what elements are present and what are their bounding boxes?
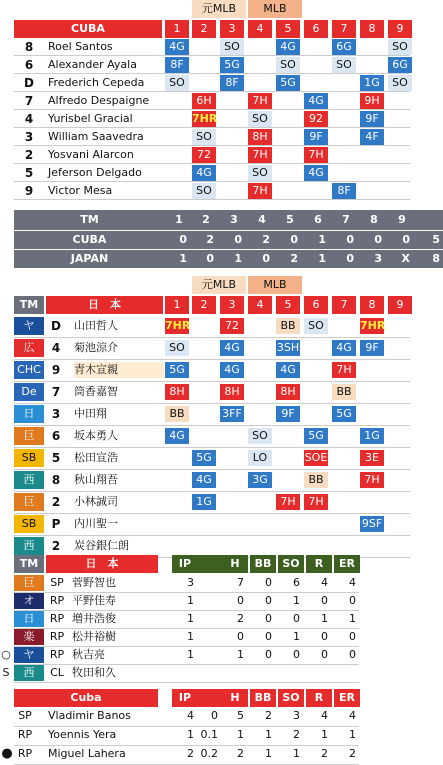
- japan-tm-header: TM: [14, 296, 44, 314]
- scoreboard-score: 1: [304, 231, 332, 249]
- cuba-at-bat-result: 7H: [248, 93, 272, 109]
- pitch-stat: 0: [265, 648, 272, 661]
- pitch-stat: 2: [293, 728, 300, 741]
- cuba-inning-9: 9: [388, 20, 412, 38]
- japan-at-bat-result: 72: [220, 318, 244, 334]
- pitch-stat: 0.2: [200, 747, 218, 760]
- pitch-stat: 4: [321, 576, 328, 589]
- pitch-stat: 6: [293, 576, 300, 589]
- decision-mark: [0, 575, 12, 591]
- japan-at-bat-result: 7H: [304, 494, 328, 510]
- pitch-stat: [222, 665, 248, 681]
- cuba-at-bat-result: 1G: [360, 75, 384, 91]
- decision-mark: S: [2, 666, 10, 679]
- pitch-stat: 0: [349, 594, 356, 607]
- cuba-at-bat-result: 7H: [248, 147, 272, 163]
- japan-at-bat-result: 3SH: [276, 341, 300, 354]
- japan-at-bat-result: 9F: [276, 406, 300, 422]
- japan-team-label: 日 本: [46, 296, 163, 314]
- decision-mark: [0, 593, 12, 609]
- pitch-stat: 1: [187, 612, 194, 625]
- japan-at-bat-result: 9SF: [361, 517, 383, 530]
- japan-at-bat-result: 4G: [220, 340, 244, 356]
- pitch-stat: 0: [211, 709, 218, 722]
- pitch-stat: 2: [321, 747, 328, 760]
- cuba-player-name: Frederich Cepeda: [48, 76, 145, 89]
- japan-at-bat-result: 7HR: [165, 319, 191, 332]
- pitch-stat: 2: [349, 747, 356, 760]
- cuba-pitcher-name: Yoennis Yera: [48, 728, 117, 741]
- pitch-stat: 1: [293, 747, 300, 760]
- pitch-stat: [250, 665, 276, 681]
- cuba-pitch-col: IP: [172, 689, 198, 707]
- pitch-stat: 4: [187, 709, 194, 722]
- cuba-at-bat-result: 92: [304, 111, 328, 127]
- japan-at-bat-result: 7HR: [360, 319, 386, 332]
- pitch-stat: 0: [349, 648, 356, 661]
- cuba-pitch-team-label: Cuba: [14, 689, 158, 707]
- japan-pitcher-team-badge: ヤ: [14, 647, 44, 663]
- pitch-stat: 2: [187, 747, 194, 760]
- cuba-at-bat-result: SO: [220, 39, 244, 55]
- japan-at-bat-result: 4G: [332, 340, 356, 356]
- pitch-stat: 0: [265, 594, 272, 607]
- japan-batting-pos: 3: [51, 407, 61, 421]
- japan-player-name: 小林誠司: [74, 495, 118, 508]
- japan-at-bat-result: BB: [165, 406, 189, 422]
- pitch-stat: [334, 665, 360, 681]
- japan-player-name: 山田哲人: [74, 319, 118, 332]
- decision-mark: ○: [1, 648, 11, 661]
- cuba-pitcher-name: Vladimir Banos: [48, 709, 131, 722]
- pitch-stat: 0: [321, 630, 328, 643]
- pitcher-role: RP: [17, 728, 33, 741]
- cuba-at-bat-result: 6G: [388, 57, 412, 73]
- cuba-at-bat-result: SO: [248, 111, 272, 127]
- scoreboard-score: 0: [332, 250, 360, 268]
- japan-pitcher-name: 牧田和久: [72, 666, 116, 679]
- japan-inning-1: 1: [165, 296, 189, 314]
- cuba-inning-2: 2: [192, 20, 216, 38]
- cuba-inning-6: 6: [304, 20, 328, 38]
- pitch-stat: 1: [349, 612, 356, 625]
- japan-batting-pos: 2: [51, 539, 61, 553]
- tab-mlb[interactable]: MLB: [248, 276, 302, 294]
- cuba-at-bat-result: 9F: [304, 129, 328, 145]
- cuba-at-bat-result: 4G: [192, 165, 216, 181]
- cuba-at-bat-result: 8F: [165, 57, 189, 73]
- pitch-stat: 2: [265, 709, 272, 722]
- scoreboard-header: 8: [360, 210, 388, 230]
- scoreboard-header: 9: [388, 210, 416, 230]
- cuba-at-bat-result: SO: [332, 57, 356, 73]
- pitch-stat: 1: [237, 648, 244, 661]
- japan-inning-3: 3: [220, 296, 244, 314]
- cuba-at-bat-result: 4G: [276, 39, 300, 55]
- japan-pitch-col: R: [306, 555, 332, 573]
- japan-team-badge: SB: [14, 449, 44, 467]
- scoreboard-header: TM: [14, 210, 165, 230]
- scoreboard-team: CUBA: [14, 231, 165, 249]
- japan-team-badge: ヤ: [14, 317, 44, 335]
- cuba-at-bat-result: SO: [165, 75, 189, 91]
- cuba-pitch-col: SO: [278, 689, 304, 707]
- pitch-stat: 1: [293, 630, 300, 643]
- scoreboard-score: 8: [414, 250, 443, 268]
- pitch-stat: 5: [237, 709, 244, 722]
- pitch-stat: 3: [187, 576, 194, 589]
- pitch-stat: [196, 629, 222, 645]
- pitcher-role: RP: [49, 612, 65, 625]
- tab-former-mlb[interactable]: 元MLB: [192, 0, 246, 18]
- pitch-stat: 1: [187, 648, 194, 661]
- decision-mark: [0, 727, 14, 743]
- japan-pitch-team-label: 日 本: [46, 555, 158, 573]
- japan-at-bat-result: 5G: [165, 362, 189, 378]
- pitch-stat: 4: [349, 576, 356, 589]
- japan-at-bat-result: 8H: [165, 384, 189, 400]
- japan-at-bat-result: SO: [165, 340, 189, 356]
- japan-player-name: 青木宣親: [74, 362, 164, 378]
- japan-pitch-col: IP: [172, 555, 198, 573]
- pitch-stat: 1: [321, 612, 328, 625]
- japan-at-bat-result: 5G: [192, 450, 216, 466]
- japan-batting-pos: 5: [51, 451, 61, 465]
- scoreboard-score: 1: [304, 250, 332, 268]
- pitch-stat: 1: [293, 594, 300, 607]
- japan-pitch-col: BB: [250, 555, 276, 573]
- pitch-stat: [278, 665, 304, 681]
- japan-inning-6: 6: [304, 296, 328, 314]
- scoreboard-header: 6: [304, 210, 332, 230]
- japan-pitch-tm-header: TM: [14, 555, 44, 573]
- japan-player-name: 内川聖一: [74, 517, 118, 530]
- japan-at-bat-result: 1G: [360, 428, 384, 444]
- japan-batting-pos: D: [51, 319, 61, 333]
- cuba-inning-1: 1: [165, 20, 189, 38]
- japan-at-bat-result: SOE: [304, 451, 328, 464]
- cuba-at-bat-result: 8H: [248, 129, 272, 145]
- japan-player-name: 筒香嘉智: [74, 385, 118, 398]
- cuba-batting-pos: 9: [24, 184, 34, 198]
- scoreboard-score: 0: [165, 231, 193, 249]
- japan-batting-pos: 6: [51, 429, 61, 443]
- japan-at-bat-result: 4G: [165, 428, 189, 444]
- japan-batting-pos: 4: [51, 341, 61, 355]
- decision-mark: [0, 629, 12, 645]
- cuba-pitch-col: H: [222, 689, 248, 707]
- pitch-stat: 0: [293, 612, 300, 625]
- pitch-stat: 0: [321, 648, 328, 661]
- cuba-player-name: William Saavedra: [48, 130, 144, 143]
- japan-batting-pos: 9: [51, 363, 61, 377]
- cuba-at-bat-result: 4G: [165, 39, 189, 55]
- japan-at-bat-result: 4G: [276, 362, 300, 378]
- cuba-at-bat-result: SO: [192, 129, 216, 145]
- decision-mark: [0, 611, 12, 627]
- scoreboard-score: 0: [276, 231, 304, 249]
- scoreboard-score: 2: [276, 250, 304, 268]
- cuba-batting-pos: 2: [24, 148, 34, 162]
- japan-inning-2: 2: [192, 296, 216, 314]
- japan-at-bat-result: 3E: [360, 450, 384, 466]
- japan-at-bat-result: 7H: [276, 494, 300, 510]
- pitch-stat: [196, 593, 222, 609]
- cuba-at-bat-result: 9H: [360, 93, 384, 109]
- pitcher-role: RP: [17, 747, 33, 760]
- scoreboard-team: JAPAN: [14, 250, 165, 268]
- pitch-stat: [306, 665, 332, 681]
- japan-batting-pos: 8: [51, 473, 61, 487]
- pitcher-role: RP: [49, 630, 65, 643]
- pitch-stat: [172, 665, 198, 681]
- scoreboard-score: 5: [414, 231, 443, 249]
- decision-mark: ●: [1, 746, 13, 761]
- cuba-pitch-col: R: [306, 689, 332, 707]
- cuba-at-bat-result: SO: [388, 39, 412, 55]
- japan-pitcher-name: 菅野智也: [72, 576, 116, 589]
- pitch-stat: 0: [265, 612, 272, 625]
- japan-player-name: 松田宣浩: [74, 451, 118, 464]
- scoreboard-score: 1: [165, 250, 193, 268]
- japan-player-name: 秋山翔吾: [74, 473, 118, 486]
- cuba-pitch-col: BB: [250, 689, 276, 707]
- cuba-player-name: Roel Santos: [48, 40, 113, 53]
- japan-at-bat-result: BB: [332, 384, 356, 400]
- japan-player-name: 坂本勇人: [74, 429, 118, 442]
- japan-at-bat-result: 4G: [192, 472, 216, 488]
- scoreboard-score: 0: [220, 231, 248, 249]
- japan-team-badge: 広: [14, 339, 44, 357]
- cuba-pitcher-name: Miguel Lahera: [48, 747, 126, 760]
- pitch-stat: 2: [237, 612, 244, 625]
- cuba-at-bat-result: 5G: [276, 75, 300, 91]
- japan-at-bat-result: 7H: [332, 362, 356, 378]
- pitch-stat: 1: [187, 728, 194, 741]
- japan-at-bat-result: LO: [248, 450, 272, 466]
- pitch-stat: [196, 611, 222, 627]
- japan-pitch-col: H: [222, 555, 248, 573]
- japan-team-badge: 日: [14, 405, 44, 423]
- pitch-stat: 1: [187, 594, 194, 607]
- pitch-stat: 1: [321, 728, 328, 741]
- japan-pitch-col: [196, 555, 222, 573]
- decision-mark: [0, 708, 14, 724]
- cuba-player-name: Jeferson Delgado: [48, 166, 142, 179]
- cuba-batting-pos: 4: [24, 112, 34, 126]
- cuba-player-name: Victor Mesa: [48, 184, 113, 197]
- cuba-at-bat-result: 7H: [248, 183, 272, 199]
- scoreboard-score: 1: [220, 250, 248, 268]
- japan-team-badge: 巨: [14, 427, 44, 445]
- pitcher-role: SP: [50, 576, 64, 589]
- japan-at-bat-result: 9F: [360, 340, 384, 356]
- japan-player-name: 中田翔: [74, 407, 107, 420]
- pitch-stat: [196, 665, 222, 681]
- cuba-at-bat-result: 5G: [220, 57, 244, 73]
- cuba-batting-pos: 8: [24, 40, 34, 54]
- japan-at-bat-result: 8H: [220, 384, 244, 400]
- pitch-stat: 0: [349, 630, 356, 643]
- japan-player-name: 炭谷銀仁朗: [74, 539, 129, 552]
- pitch-stat: 0: [321, 594, 328, 607]
- scoreboard-score: 0: [388, 231, 416, 249]
- japan-at-bat-result: 4G: [220, 362, 244, 378]
- japan-pitcher-team-badge: 日: [14, 611, 44, 627]
- tab-former-mlb[interactable]: 元MLB: [192, 276, 246, 294]
- japan-at-bat-result: 5G: [332, 406, 356, 422]
- japan-batting-pos: P: [51, 517, 61, 531]
- japan-batting-pos: 2: [51, 495, 61, 509]
- pitch-stat: 4: [349, 709, 356, 722]
- pitcher-role: RP: [49, 594, 65, 607]
- tab-mlb[interactable]: MLB: [248, 0, 302, 18]
- cuba-batting-pos: 6: [24, 58, 34, 72]
- cuba-pitch-col: ER: [334, 689, 360, 707]
- pitch-stat: 0.1: [200, 728, 218, 741]
- pitch-stat: 1: [349, 728, 356, 741]
- scoreboard-header: 7: [332, 210, 360, 230]
- scoreboard-score: 2: [248, 231, 276, 249]
- scoreboard-header: 3: [220, 210, 248, 230]
- pitch-stat: 7: [237, 576, 244, 589]
- japan-inning-8: 8: [360, 296, 384, 314]
- cuba-player-name: Yurisbel Gracial: [48, 112, 133, 125]
- cuba-at-bat-result: 8F: [332, 183, 356, 199]
- japan-team-badge: De: [14, 383, 44, 401]
- japan-inning-4: 4: [248, 296, 272, 314]
- japan-pitch-col: SO: [278, 555, 304, 573]
- cuba-inning-7: 7: [332, 20, 356, 38]
- pitch-stat: 1: [265, 728, 272, 741]
- pitch-stat: 0: [265, 576, 272, 589]
- japan-team-badge: CHC: [14, 361, 44, 379]
- pitch-stat: 0: [293, 648, 300, 661]
- japan-inning-7: 7: [332, 296, 356, 314]
- cuba-at-bat-result: 9F: [360, 111, 384, 127]
- japan-at-bat-result: 1G: [192, 494, 216, 510]
- cuba-at-bat-result: 6H: [192, 93, 216, 109]
- japan-at-bat-result: 5G: [304, 428, 328, 444]
- cuba-inning-3: 3: [220, 20, 244, 38]
- cuba-at-bat-result: SO: [248, 165, 272, 181]
- cuba-at-bat-result: 6G: [332, 39, 356, 55]
- japan-team-badge: 巨: [14, 493, 44, 511]
- japan-at-bat-result: 3G: [248, 472, 272, 488]
- pitch-stat: 0: [237, 630, 244, 643]
- japan-pitcher-name: 増井浩俊: [72, 612, 116, 625]
- scoreboard-score: X: [388, 250, 416, 268]
- japan-at-bat-result: SO: [248, 428, 272, 444]
- cuba-at-bat-result: 7HR: [192, 112, 218, 125]
- pitch-stat: 0: [237, 594, 244, 607]
- pitch-stat: 4: [321, 709, 328, 722]
- pitch-stat: 1: [187, 630, 194, 643]
- cuba-at-bat-result: 4G: [304, 93, 328, 109]
- japan-team-badge: 西: [14, 471, 44, 489]
- japan-pitcher-name: 平野佳寿: [72, 594, 116, 607]
- scoreboard-score: 3: [360, 250, 388, 268]
- cuba-inning-8: 8: [360, 20, 384, 38]
- scoreboard-header: [414, 210, 443, 230]
- cuba-player-name: Alfredo Despaigne: [48, 94, 150, 107]
- pitcher-role: SP: [18, 709, 32, 722]
- japan-pitcher-team-badge: オ: [14, 593, 44, 609]
- japan-pitcher-team-badge: 巨: [14, 575, 44, 591]
- cuba-pitch-col: [196, 689, 222, 707]
- cuba-inning-5: 5: [276, 20, 300, 38]
- pitch-stat: [196, 575, 222, 591]
- japan-at-bat-result: BB: [276, 318, 300, 334]
- cuba-team-label: CUBA: [14, 20, 162, 38]
- japan-pitch-col: ER: [334, 555, 360, 573]
- cuba-batting-pos: D: [24, 76, 34, 90]
- scoreboard-score: 0: [360, 231, 388, 249]
- japan-pitcher-name: 松井裕樹: [72, 630, 116, 643]
- scoreboard-header: 5: [276, 210, 304, 230]
- japan-player-name: 菊池涼介: [74, 341, 118, 354]
- cuba-inning-4: 4: [248, 20, 272, 38]
- pitch-stat: [196, 647, 222, 663]
- scoreboard-score: 0: [248, 250, 276, 268]
- japan-pitcher-name: 秋吉亮: [72, 648, 105, 661]
- scoreboard-header: 1: [165, 210, 193, 230]
- japan-team-badge: SB: [14, 515, 44, 533]
- pitcher-role: RP: [49, 648, 65, 661]
- cuba-at-bat-result: SO: [388, 75, 412, 91]
- japan-at-bat-result: 8H: [276, 384, 300, 400]
- japan-at-bat-result: 3FF: [220, 406, 244, 422]
- japan-pitcher-team-badge: 西: [14, 665, 44, 681]
- cuba-at-bat-result: SO: [192, 183, 216, 199]
- pitch-stat: 3: [293, 709, 300, 722]
- cuba-player-name: Alexander Ayala: [48, 58, 137, 71]
- scoreboard-score: 0: [332, 231, 360, 249]
- cuba-batting-pos: 3: [24, 130, 34, 144]
- japan-inning-9: 9: [388, 296, 412, 314]
- cuba-at-bat-result: 8F: [220, 75, 244, 91]
- japan-at-bat-result: BB: [304, 472, 328, 488]
- pitch-stat: 2: [237, 747, 244, 760]
- japan-team-badge: 西: [14, 537, 44, 555]
- scoreboard-score: 0: [192, 250, 220, 268]
- cuba-at-bat-result: 4G: [304, 165, 328, 181]
- pitch-stat: 1: [237, 728, 244, 741]
- cuba-at-bat-result: SO: [276, 57, 300, 73]
- pitch-stat: 1: [265, 747, 272, 760]
- scoreboard-header: 2: [192, 210, 220, 230]
- cuba-at-bat-result: 4F: [360, 129, 384, 145]
- cuba-at-bat-result: 72: [192, 147, 216, 163]
- japan-inning-5: 5: [276, 296, 300, 314]
- japan-batting-pos: 7: [51, 385, 61, 399]
- scoreboard-score: 2: [192, 231, 220, 249]
- cuba-player-name: Yosvani Alarcon: [48, 148, 134, 161]
- cuba-batting-pos: 5: [24, 166, 34, 180]
- pitcher-role: CL: [50, 666, 64, 679]
- japan-pitcher-team-badge: 楽: [14, 629, 44, 645]
- scoreboard-header: 4: [248, 210, 276, 230]
- cuba-at-bat-result: 7H: [304, 147, 328, 163]
- cuba-batting-pos: 7: [24, 94, 34, 108]
- japan-at-bat-result: SO: [304, 318, 328, 334]
- pitch-stat: 0: [265, 630, 272, 643]
- japan-at-bat-result: 7H: [360, 472, 384, 488]
